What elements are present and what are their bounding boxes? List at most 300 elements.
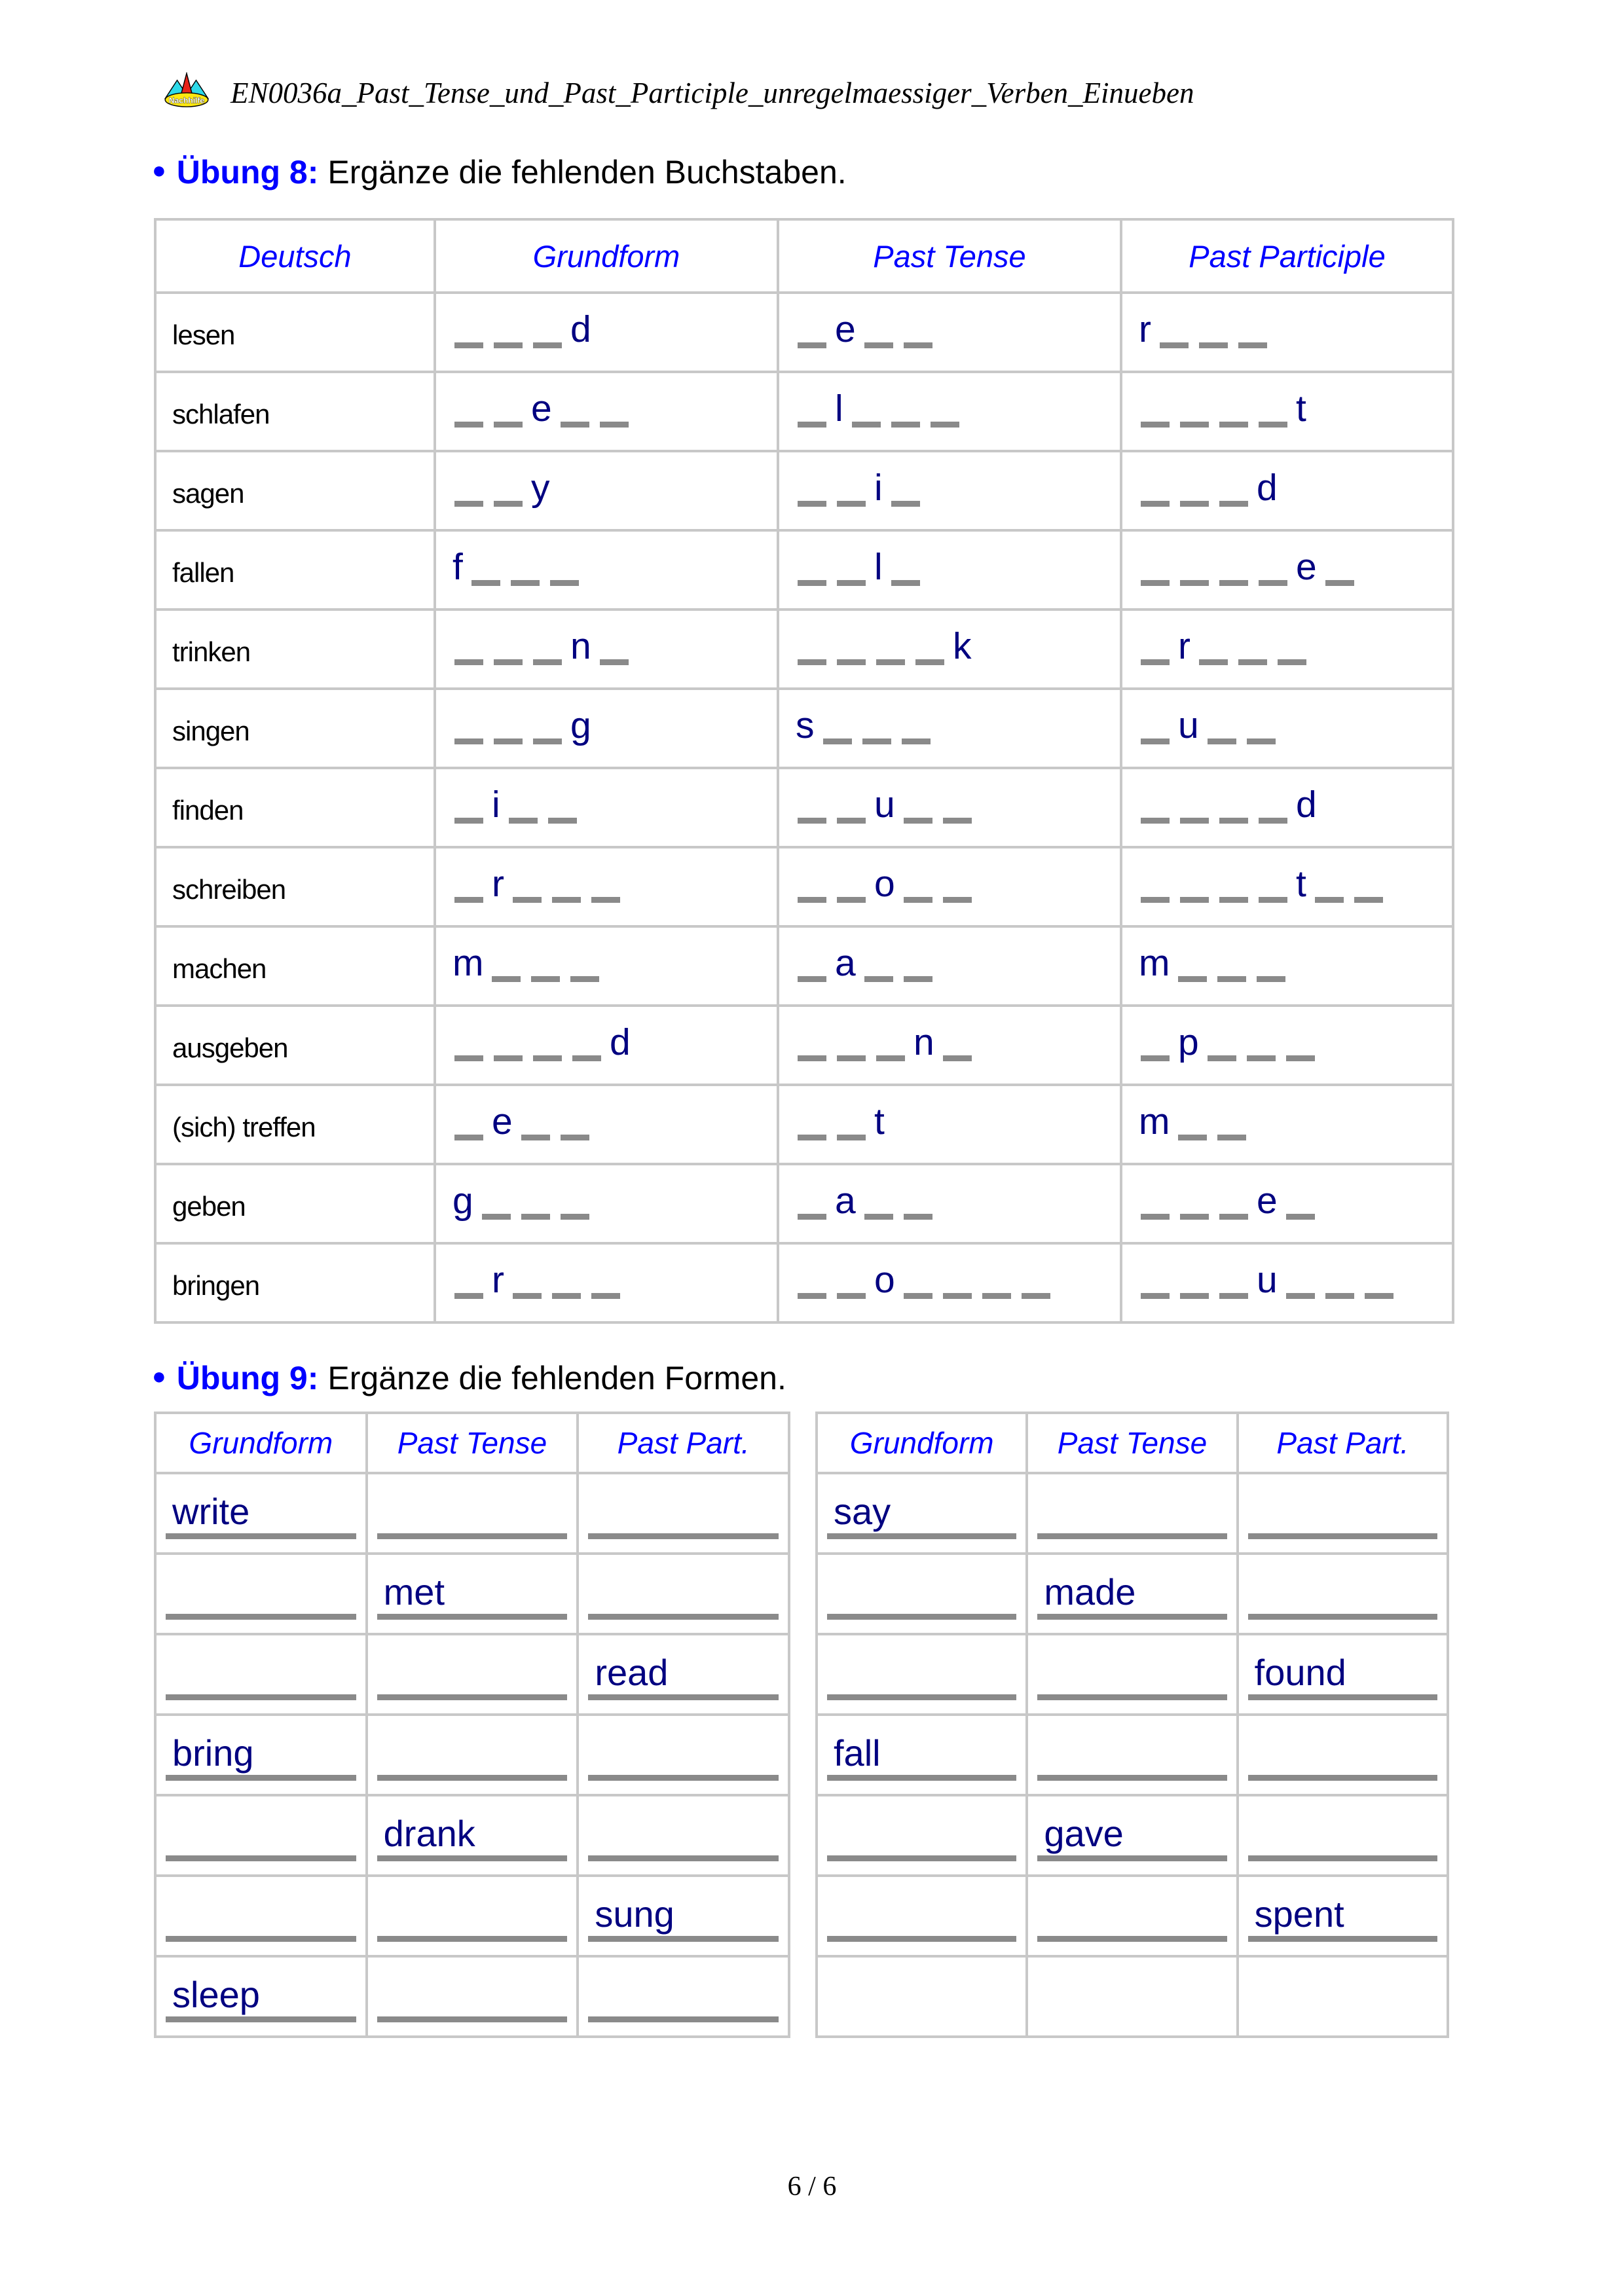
given-letter: l: [874, 546, 883, 588]
past-tense-cell: [778, 293, 1121, 372]
blank-slot[interactable]: [891, 501, 920, 507]
answer-line[interactable]: [377, 2016, 568, 2022]
blank-slot[interactable]: [1141, 818, 1170, 824]
answer-line[interactable]: [1037, 1775, 1227, 1781]
answer-cell[interactable]: [817, 1795, 1027, 1876]
handwritten-word: drank: [383, 1813, 475, 1854]
handwritten-word: sleep: [172, 1974, 260, 2015]
given-letter: d: [570, 308, 591, 350]
blank-slot[interactable]: [1217, 1135, 1246, 1140]
blank-slot[interactable]: [915, 659, 944, 665]
blank-slot[interactable]: [1141, 897, 1170, 903]
handwritten-word: found: [1254, 1652, 1346, 1693]
answer-cell[interactable]: [578, 1473, 789, 1554]
answer-line[interactable]: [1248, 1775, 1437, 1781]
handwritten-word: gave: [1044, 1813, 1124, 1854]
blank-slot[interactable]: [1219, 1214, 1248, 1220]
answer-line[interactable]: [827, 1614, 1016, 1620]
blank-slot[interactable]: [531, 976, 560, 982]
blank-slot[interactable]: [837, 501, 866, 507]
table-row: [817, 1554, 1448, 1634]
answer-cell[interactable]: [367, 1715, 578, 1795]
answer-cell[interactable]: [155, 1876, 367, 1956]
blank-slot[interactable]: [1141, 580, 1170, 586]
blank-slot[interactable]: [982, 1293, 1011, 1299]
table-row: [817, 1715, 1448, 1795]
blank-slot[interactable]: [454, 342, 483, 348]
given-letter: e: [835, 308, 856, 350]
blank-slot[interactable]: [533, 342, 562, 348]
answer-line[interactable]: [588, 1855, 779, 1861]
answer-cell[interactable]: [578, 1634, 789, 1715]
blank-slot[interactable]: [533, 659, 562, 665]
blank-slot[interactable]: [482, 1214, 511, 1220]
answer-line[interactable]: [166, 1936, 356, 1942]
answer-cell[interactable]: [367, 1473, 578, 1554]
blank-slot[interactable]: [904, 818, 932, 824]
answer-cell[interactable]: [155, 1634, 367, 1715]
column-header: Past Participle: [1121, 219, 1453, 293]
blank-slot[interactable]: [1247, 738, 1276, 744]
blank-slot[interactable]: [1219, 818, 1248, 824]
given-letter: e: [531, 388, 552, 429]
blank-slot[interactable]: [837, 818, 866, 824]
blank-slot[interactable]: [931, 422, 959, 428]
table-row: [155, 1554, 789, 1634]
blank-slot[interactable]: [823, 738, 852, 744]
answer-cell[interactable]: [578, 1795, 789, 1876]
blank-slot[interactable]: [798, 1135, 826, 1140]
answer-line[interactable]: [377, 1936, 568, 1942]
blank-slot[interactable]: [454, 738, 483, 744]
given-letter: p: [1178, 1021, 1199, 1063]
blank-slot[interactable]: [1141, 501, 1170, 507]
answer-cell[interactable]: [1027, 1795, 1237, 1876]
empty-cell: [1027, 1956, 1237, 2037]
answer-line[interactable]: [166, 1533, 356, 1539]
answer-line[interactable]: [1248, 1936, 1437, 1942]
blank-slot[interactable]: [1286, 1293, 1315, 1299]
blank-slot[interactable]: [904, 1293, 932, 1299]
blank-slot[interactable]: [1219, 580, 1248, 586]
answer-line[interactable]: [1248, 1694, 1437, 1700]
empty-cell: [1238, 1956, 1448, 2037]
blank-slot[interactable]: [1219, 1293, 1248, 1299]
blank-slot[interactable]: [798, 1214, 826, 1220]
blank-slot[interactable]: [570, 976, 599, 982]
blank-slot[interactable]: [904, 976, 932, 982]
blank-slot[interactable]: [1278, 659, 1306, 665]
answer-line[interactable]: [377, 1855, 568, 1861]
table-row: [817, 1473, 1448, 1554]
answer-line[interactable]: [588, 1694, 779, 1700]
given-letter: t: [1296, 388, 1306, 429]
given-letter: o: [874, 1259, 895, 1301]
table-row: [155, 293, 1453, 372]
given-letter: d: [1257, 467, 1278, 509]
blank-slot[interactable]: [943, 818, 972, 824]
blank-slot[interactable]: [1325, 1293, 1354, 1299]
blank-slot[interactable]: [561, 422, 589, 428]
blank-slot[interactable]: [471, 580, 500, 586]
past-participle-cell: [1121, 1164, 1453, 1243]
answer-cell[interactable]: [1027, 1554, 1237, 1634]
exercise9-left-table-body: [155, 1473, 789, 2037]
blank-slot[interactable]: [591, 897, 620, 903]
blank-slot[interactable]: [552, 897, 581, 903]
answer-line[interactable]: [827, 1533, 1016, 1539]
answer-cell[interactable]: [1238, 1876, 1448, 1956]
table-row: [155, 768, 1453, 847]
past-participle-cell: [1121, 768, 1453, 847]
blank-slot[interactable]: [837, 1135, 866, 1140]
answer-line[interactable]: [377, 1533, 568, 1539]
deutsch-cell: lesen: [155, 293, 435, 372]
answer-line[interactable]: [1248, 1533, 1437, 1539]
blank-slot[interactable]: [1199, 342, 1228, 348]
blank-slot[interactable]: [1219, 422, 1248, 428]
blank-slot[interactable]: [454, 818, 483, 824]
answer-cell[interactable]: [155, 1554, 367, 1634]
table-row: [155, 610, 1453, 689]
table-row: [155, 1006, 1453, 1085]
blank-slot[interactable]: [454, 897, 483, 903]
table-row: [155, 1164, 1453, 1243]
answer-cell[interactable]: [1238, 1473, 1448, 1554]
given-letter: k: [953, 625, 972, 667]
deutsch-cell: singen: [155, 689, 435, 768]
blank-slot[interactable]: [862, 738, 891, 744]
handwritten-word: made: [1044, 1571, 1136, 1613]
exercise8-label: Übung 8:: [176, 154, 319, 191]
answer-cell[interactable]: [1027, 1634, 1237, 1715]
blank-slot[interactable]: [1354, 897, 1383, 903]
blank-slot[interactable]: [1208, 738, 1236, 744]
blank-slot[interactable]: [943, 1055, 972, 1061]
table-row: [155, 847, 1453, 926]
answer-cell[interactable]: [367, 1634, 578, 1715]
blank-slot[interactable]: [454, 501, 483, 507]
blank-slot[interactable]: [798, 342, 826, 348]
answer-cell[interactable]: [817, 1876, 1027, 1956]
blank-slot[interactable]: [494, 422, 523, 428]
table-row: [155, 1795, 789, 1876]
blank-slot[interactable]: [454, 1135, 483, 1140]
answer-cell[interactable]: [817, 1715, 1027, 1795]
blank-slot[interactable]: [1238, 659, 1267, 665]
deutsch-cell: finden: [155, 768, 435, 847]
blank-slot[interactable]: [454, 659, 483, 665]
blank-slot[interactable]: [943, 1293, 972, 1299]
blank-slot[interactable]: [561, 1214, 589, 1220]
given-letter: g: [570, 704, 591, 746]
blank-slot[interactable]: [1259, 818, 1287, 824]
answer-line[interactable]: [1037, 1614, 1227, 1620]
blank-slot[interactable]: [600, 422, 629, 428]
blank-slot[interactable]: [798, 501, 826, 507]
answer-cell[interactable]: [817, 1634, 1027, 1715]
blank-slot[interactable]: [891, 580, 920, 586]
deutsch-cell: (sich) treffen: [155, 1085, 435, 1164]
table-row: [817, 1956, 1448, 2037]
answer-cell[interactable]: [367, 1956, 578, 2037]
handwritten-word: met: [383, 1571, 445, 1613]
blank-slot[interactable]: [552, 1293, 581, 1299]
blank-slot[interactable]: [1141, 1214, 1170, 1220]
blank-slot[interactable]: [904, 1214, 932, 1220]
exercise8-instruction: Ergänze die fehlenden Buchstaben.: [327, 154, 847, 191]
blank-slot[interactable]: [798, 897, 826, 903]
blank-slot[interactable]: [837, 1055, 866, 1061]
blank-slot[interactable]: [852, 422, 881, 428]
exercise8-table-head: [155, 219, 1453, 293]
blank-slot[interactable]: [798, 422, 826, 428]
answer-line[interactable]: [166, 1775, 356, 1781]
answer-line[interactable]: [588, 1936, 779, 1942]
blank-slot[interactable]: [521, 1135, 550, 1140]
answer-cell[interactable]: [817, 1554, 1027, 1634]
answer-line[interactable]: [166, 1855, 356, 1861]
blank-slot[interactable]: [891, 422, 920, 428]
exercise9-instruction: Ergänze die fehlenden Formen.: [327, 1360, 786, 1396]
nachhilfe-logo: [164, 72, 210, 107]
answer-line[interactable]: [588, 1533, 779, 1539]
given-letter: g: [452, 1180, 473, 1222]
answer-cell[interactable]: [578, 1715, 789, 1795]
column-header: Past Tense: [778, 219, 1121, 293]
deutsch-cell: fallen: [155, 530, 435, 610]
blank-slot[interactable]: [454, 1293, 483, 1299]
column-header: Past Part.: [1238, 1413, 1448, 1473]
blank-slot[interactable]: [798, 1293, 826, 1299]
past-tense-cell: [778, 689, 1121, 768]
blank-slot[interactable]: [1180, 501, 1209, 507]
blank-slot[interactable]: [548, 818, 577, 824]
grundform-cell: [435, 451, 778, 530]
answer-line[interactable]: [588, 1775, 779, 1781]
blank-slot[interactable]: [798, 1055, 826, 1061]
blank-slot[interactable]: [798, 659, 826, 665]
answer-cell[interactable]: [1027, 1715, 1237, 1795]
blank-slot[interactable]: [1259, 580, 1287, 586]
blank-slot[interactable]: [1178, 1135, 1207, 1140]
blank-slot[interactable]: [864, 1214, 893, 1220]
answer-cell[interactable]: [155, 1956, 367, 2037]
blank-slot[interactable]: [1141, 1055, 1170, 1061]
column-header: Grundform: [435, 219, 778, 293]
blank-slot[interactable]: [1257, 976, 1285, 982]
given-letter: r: [1139, 308, 1151, 350]
blank-slot[interactable]: [1180, 580, 1209, 586]
blank-slot[interactable]: [1365, 1293, 1393, 1299]
given-letter: a: [835, 1180, 856, 1222]
blank-slot[interactable]: [494, 501, 523, 507]
blank-slot[interactable]: [1238, 342, 1267, 348]
blank-slot[interactable]: [837, 580, 866, 586]
blank-slot[interactable]: [864, 342, 893, 348]
blank-slot[interactable]: [904, 342, 932, 348]
blank-slot[interactable]: [1141, 738, 1170, 744]
answer-cell[interactable]: [1238, 1795, 1448, 1876]
grundform-cell: [435, 372, 778, 451]
answer-cell[interactable]: [367, 1876, 578, 1956]
answer-line[interactable]: [377, 1775, 568, 1781]
blank-slot[interactable]: [454, 1055, 483, 1061]
blank-slot[interactable]: [1208, 1055, 1236, 1061]
answer-cell[interactable]: [578, 1554, 789, 1634]
answer-line[interactable]: [1248, 1614, 1437, 1620]
answer-cell[interactable]: [155, 1473, 367, 1554]
header-row: [817, 1413, 1448, 1473]
blank-slot[interactable]: [1219, 501, 1248, 507]
answer-line[interactable]: [1037, 1936, 1227, 1942]
blank-slot[interactable]: [509, 818, 538, 824]
answer-cell[interactable]: [1238, 1554, 1448, 1634]
blank-slot[interactable]: [864, 976, 893, 982]
answer-line[interactable]: [377, 1694, 568, 1700]
answer-cell[interactable]: [367, 1554, 578, 1634]
given-letter: s: [796, 704, 815, 746]
answer-line[interactable]: [377, 1614, 568, 1620]
past-tense-cell: [778, 451, 1121, 530]
page-number: 6 / 6: [787, 2172, 837, 2202]
blank-slot[interactable]: [561, 1135, 589, 1140]
column-header: Past Part.: [578, 1413, 789, 1473]
blank-slot[interactable]: [533, 1055, 562, 1061]
blank-slot[interactable]: [1286, 1055, 1315, 1061]
answer-line[interactable]: [588, 1614, 779, 1620]
given-letter: i: [874, 467, 883, 509]
answer-cell[interactable]: [1027, 1473, 1237, 1554]
blank-slot[interactable]: [943, 897, 972, 903]
blank-slot[interactable]: [1286, 1214, 1315, 1220]
table-row: [155, 1876, 789, 1956]
table-row: [155, 451, 1453, 530]
answer-line[interactable]: [1037, 1694, 1227, 1700]
given-letter: e: [492, 1101, 513, 1142]
blank-slot[interactable]: [1259, 897, 1287, 903]
past-tense-cell: [778, 1164, 1121, 1243]
answer-line[interactable]: [166, 1694, 356, 1700]
blank-slot[interactable]: [904, 897, 932, 903]
blank-slot[interactable]: [1325, 580, 1354, 586]
answer-cell[interactable]: [817, 1473, 1027, 1554]
past-tense-cell: [778, 372, 1121, 451]
deutsch-cell: trinken: [155, 610, 435, 689]
blank-slot[interactable]: [513, 1293, 542, 1299]
answer-cell[interactable]: [155, 1795, 367, 1876]
blank-slot[interactable]: [600, 659, 629, 665]
answer-cell[interactable]: [1238, 1634, 1448, 1715]
answer-line[interactable]: [827, 1855, 1016, 1861]
deutsch-cell: bringen: [155, 1243, 435, 1322]
answer-line[interactable]: [166, 2016, 356, 2022]
blank-slot[interactable]: [837, 897, 866, 903]
answer-cell[interactable]: [1027, 1876, 1237, 1956]
answer-line[interactable]: [588, 2016, 779, 2022]
answer-cell[interactable]: [578, 1876, 789, 1956]
blank-slot[interactable]: [837, 659, 866, 665]
blank-slot[interactable]: [454, 422, 483, 428]
answer-cell[interactable]: [578, 1956, 789, 2037]
blank-slot[interactable]: [798, 818, 826, 824]
blank-slot[interactable]: [1180, 897, 1209, 903]
blank-slot[interactable]: [1199, 659, 1228, 665]
blank-slot[interactable]: [1180, 1214, 1209, 1220]
blank-slot[interactable]: [591, 1293, 620, 1299]
answer-line[interactable]: [166, 1614, 356, 1620]
given-letter: u: [874, 784, 895, 826]
table-row: [817, 1795, 1448, 1876]
blank-slot[interactable]: [492, 976, 521, 982]
answer-line[interactable]: [827, 1694, 1016, 1700]
blank-slot[interactable]: [511, 580, 540, 586]
blank-slot[interactable]: [521, 1214, 550, 1220]
blank-slot[interactable]: [1141, 1293, 1170, 1299]
blank-slot[interactable]: [1180, 818, 1209, 824]
past-participle-cell: [1121, 689, 1453, 768]
exercise9-left-table-head: [155, 1413, 789, 1473]
blank-slot[interactable]: [550, 580, 579, 586]
blank-slot[interactable]: [876, 1055, 905, 1061]
blank-slot[interactable]: [1315, 897, 1344, 903]
blank-slot[interactable]: [1160, 342, 1189, 348]
blank-slot[interactable]: [1178, 976, 1207, 982]
answer-cell[interactable]: [1238, 1715, 1448, 1795]
exercise9-label: Übung 9:: [176, 1360, 319, 1396]
answer-line[interactable]: [1037, 1533, 1227, 1539]
blank-slot[interactable]: [1217, 976, 1246, 982]
blank-slot[interactable]: [1247, 1055, 1276, 1061]
blank-slot[interactable]: [494, 659, 523, 665]
past-tense-cell: [778, 610, 1121, 689]
blank-slot[interactable]: [494, 342, 523, 348]
blank-slot[interactable]: [513, 897, 542, 903]
blank-slot[interactable]: [1180, 422, 1209, 428]
blank-slot[interactable]: [494, 1055, 523, 1061]
blank-slot[interactable]: [798, 580, 826, 586]
past-tense-cell: [778, 926, 1121, 1006]
given-letter: f: [452, 546, 463, 588]
grundform-cell: [435, 1243, 778, 1322]
blank-slot[interactable]: [837, 1293, 866, 1299]
blank-slot[interactable]: [572, 1055, 601, 1061]
blank-slot[interactable]: [1180, 1293, 1209, 1299]
blank-slot[interactable]: [533, 738, 562, 744]
answer-cell[interactable]: [155, 1715, 367, 1795]
answer-line[interactable]: [827, 1775, 1016, 1781]
deutsch-cell: ausgeben: [155, 1006, 435, 1085]
answer-cell[interactable]: [367, 1795, 578, 1876]
blank-slot[interactable]: [902, 738, 931, 744]
blank-slot[interactable]: [494, 738, 523, 744]
blank-slot[interactable]: [1141, 422, 1170, 428]
handwritten-word: say: [834, 1491, 891, 1532]
blank-slot[interactable]: [1259, 422, 1287, 428]
given-letter: r: [492, 863, 504, 905]
answer-line[interactable]: [1037, 1855, 1227, 1861]
grundform-cell: [435, 1085, 778, 1164]
answer-line[interactable]: [827, 1936, 1016, 1942]
given-letter: y: [531, 467, 550, 509]
answer-line[interactable]: [1248, 1855, 1437, 1861]
blank-slot[interactable]: [798, 976, 826, 982]
blank-slot[interactable]: [1219, 897, 1248, 903]
table-row: [155, 1715, 789, 1795]
blank-slot[interactable]: [1022, 1293, 1050, 1299]
blank-slot[interactable]: [876, 659, 905, 665]
blank-slot[interactable]: [1141, 659, 1170, 665]
